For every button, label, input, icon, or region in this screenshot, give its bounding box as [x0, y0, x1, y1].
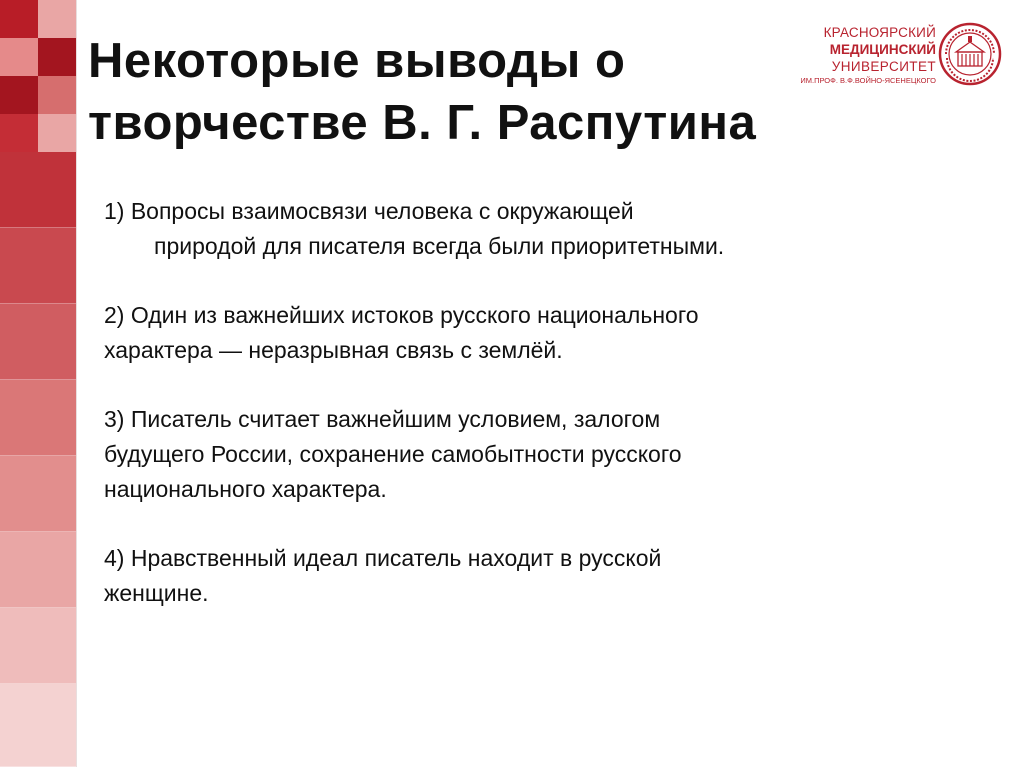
title-line-1: Некоторые выводы о: [88, 34, 626, 88]
logo-line-2: МЕДИЦИНСКИЙ: [829, 42, 936, 57]
stripe-band: [0, 228, 76, 304]
point-3-continuation: будущего России, сохранение самобытности русского: [104, 441, 682, 467]
stripe-band: [0, 380, 76, 456]
stripe-band: [0, 456, 76, 532]
point-2-continuation: характера — неразрывная связь с землёй.: [104, 337, 563, 363]
point-3-first-line: 3) Писатель считает важнейшим условием, залогом: [104, 406, 661, 432]
list-item: [104, 194, 904, 264]
list-item: [104, 298, 904, 368]
point-2-first-line: 2) Один из важнейших истоков русского национального: [104, 302, 699, 328]
logo-text: [800, 24, 936, 86]
stripe-block: [38, 76, 76, 114]
logo-line-3: УНИВЕРСИТЕТ: [831, 59, 936, 74]
logo-line-4: ИМ.ПРОФ. В.Ф.ВОЙНО-ЯСЕНЕЦКОГО: [800, 76, 936, 85]
university-logo: [784, 20, 1006, 92]
list-item: [104, 541, 904, 611]
stripe-band: [0, 608, 76, 684]
stripe-block: [0, 114, 38, 152]
stripe-block: [38, 38, 76, 76]
slide-title: [88, 30, 788, 154]
point-1-continuation: природой для писателя всегда были приоритетными.: [154, 233, 725, 259]
stripe-divider: [76, 0, 77, 767]
point-4-continuation: женщине.: [104, 580, 209, 606]
stripe-band: [0, 304, 76, 380]
title-line-2: творчестве В. Г. Распутина: [88, 96, 757, 150]
stripe-block: [0, 76, 38, 114]
stripe-block: [0, 0, 38, 38]
stripe-band: [0, 152, 76, 228]
point-4-first-line: 4) Нравственный идеал писатель находит в русской: [104, 545, 662, 571]
stripe-block: [38, 0, 76, 38]
university-seal-icon: [938, 22, 1002, 86]
decorative-stripe: [0, 0, 76, 767]
stripe-band: [0, 532, 76, 608]
logo-line-1: КРАСНОЯРСКИЙ: [823, 25, 936, 40]
conclusions-list: [104, 194, 904, 645]
stripe-block: [38, 114, 76, 152]
stripe-band: [0, 684, 76, 767]
stripe-block: [0, 38, 38, 76]
list-item: [104, 402, 904, 507]
point-3-continuation-2: национального характера.: [104, 476, 387, 502]
point-1-first-line: 1) Вопросы взаимосвязи человека с окружающей: [104, 198, 634, 224]
